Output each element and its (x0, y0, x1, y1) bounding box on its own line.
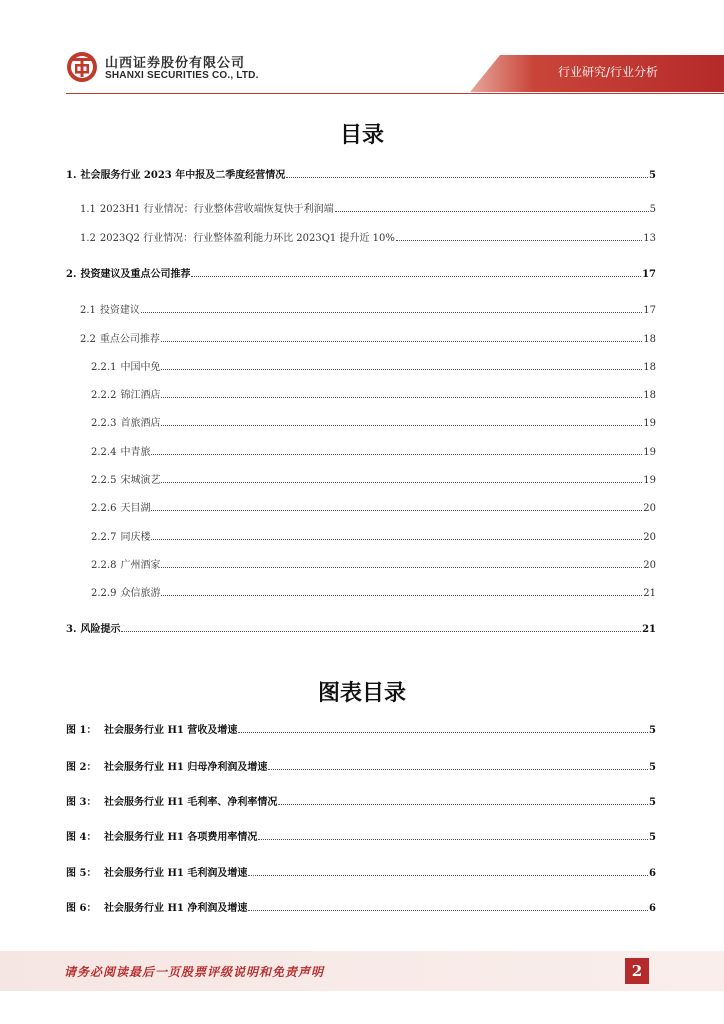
figure-text: 社会服务行业 H1 归母净利润及增速 (104, 762, 268, 773)
toc-entry-text: 中青旅 (120, 447, 151, 458)
toc-entry-text: 众信旅游 (120, 588, 161, 599)
company-name-en: SHANXI SECURITIES CO., LTD. (105, 70, 259, 81)
toc-title: 目录 (339, 123, 384, 148)
toc-entry-page: 19 (643, 447, 656, 458)
dot-leader (121, 631, 641, 632)
toc-entry-number: 2.2.3 (91, 418, 117, 429)
toc-entry-number: 2.2.8 (91, 560, 117, 571)
toc-entry-text: 首旅酒店 (120, 418, 161, 429)
dot-leader (161, 567, 642, 568)
figure-entry[interactable] (66, 796, 656, 810)
toc-entry-page: 20 (643, 503, 656, 514)
figure-page: 5 (649, 797, 656, 808)
dot-leader (161, 369, 642, 370)
dot-leader (151, 539, 642, 540)
toc-entry-page: 19 (643, 418, 656, 429)
toc-entry[interactable] (91, 446, 656, 460)
figure-number: 图 4： (66, 832, 97, 843)
toc-entry-number: 3. (66, 624, 77, 635)
toc-entry[interactable] (91, 559, 656, 573)
toc-entry-page: 20 (643, 532, 656, 543)
figure-page: 5 (649, 762, 656, 773)
toc-entry[interactable] (80, 203, 656, 217)
toc-entry-number: 2.2.6 (91, 503, 117, 514)
toc-entry-text: 锦江酒店 (120, 390, 161, 401)
toc-entry-number: 1.1 (80, 204, 96, 215)
toc-entry-text: 2023H1 行业情况：行业整体营收端恢复快于利润端 (99, 204, 334, 215)
toc-entry-number: 1. (66, 170, 77, 181)
figure-text: 社会服务行业 H1 营收及增速 (104, 725, 238, 736)
header-divider (66, 93, 724, 94)
dot-leader (191, 276, 641, 277)
dot-leader (161, 595, 642, 596)
figure-entry[interactable] (66, 724, 656, 738)
toc-entry[interactable] (91, 587, 656, 601)
dot-leader (248, 910, 648, 911)
toc-entry[interactable] (80, 304, 656, 318)
toc-entry-number: 2.2.2 (91, 390, 117, 401)
dot-leader (161, 482, 642, 483)
dot-leader (268, 769, 648, 770)
toc-entry-text: 重点公司推荐 (99, 334, 160, 345)
dot-leader (396, 240, 642, 241)
toc-entry[interactable] (91, 502, 656, 516)
figure-number: 图 1： (66, 725, 97, 736)
figure-number: 图 3： (66, 797, 97, 808)
dot-leader (151, 454, 642, 455)
page-header (0, 0, 724, 100)
toc-entry-number: 2.2.5 (91, 475, 117, 486)
figure-text: 社会服务行业 H1 毛利率、净利率情况 (104, 797, 278, 808)
toc-entry-page: 5 (649, 170, 656, 181)
dot-leader (141, 312, 642, 313)
toc-entry-text: 天目湖 (120, 503, 151, 514)
toc-entry-page: 18 (643, 390, 656, 401)
figure-number: 图 6： (66, 903, 97, 914)
toc-entry-number: 2.1 (80, 305, 96, 316)
toc-entry-text: 2023Q2 行业情况：行业整体盈利能力环比 2023Q1 提升近 10% (99, 233, 395, 244)
toc-entry-page: 18 (643, 334, 656, 345)
dot-leader (161, 397, 642, 398)
dot-leader (258, 839, 648, 840)
toc-entry-text: 投资建议及重点公司推荐 (80, 269, 191, 280)
toc-entry-number: 2.2.1 (91, 362, 117, 373)
toc-entry-page: 17 (643, 305, 656, 316)
report-category: 行业研究/行业分析 (557, 65, 658, 79)
figure-number: 图 5： (66, 868, 97, 879)
toc-entry[interactable] (91, 474, 656, 488)
dot-leader (161, 425, 642, 426)
toc-entry-text: 宋城演艺 (120, 475, 161, 486)
figure-number: 图 2： (66, 762, 97, 773)
toc-entry-number: 2. (66, 269, 77, 280)
toc-entry-page: 20 (643, 560, 656, 571)
dot-leader (238, 732, 648, 733)
figure-entry[interactable] (66, 761, 656, 775)
figure-entry[interactable] (66, 902, 656, 916)
toc-entry[interactable] (80, 333, 656, 347)
toc-entry[interactable] (91, 417, 656, 431)
toc-entry[interactable] (91, 389, 656, 403)
toc-entry-number: 1.2 (80, 233, 96, 244)
toc-entry-page: 19 (643, 475, 656, 486)
toc-entry-number: 2.2.7 (91, 532, 117, 543)
toc-entry[interactable] (66, 623, 656, 637)
dot-leader (248, 875, 648, 876)
toc-entry-page: 17 (642, 269, 656, 280)
toc-entry-text: 投资建议 (99, 305, 140, 316)
toc-entry-page: 21 (643, 588, 656, 599)
figure-page: 6 (649, 903, 656, 914)
toc-entry-number: 2.2 (80, 334, 96, 345)
figures-title: 图表目录 (317, 681, 406, 706)
toc-entry-page: 18 (643, 362, 656, 373)
dot-leader (161, 341, 642, 342)
dot-leader (278, 804, 648, 805)
toc-entry[interactable] (91, 531, 656, 545)
disclaimer-notice: 请务必阅读最后一页股票评级说明和免责声明 (64, 965, 325, 979)
toc-entry-text: 中国中免 (120, 362, 161, 373)
figure-text: 社会服务行业 H1 各项费用率情况 (104, 832, 258, 843)
dot-leader (335, 211, 649, 212)
dot-leader (151, 510, 642, 511)
toc-entry-text: 社会服务行业 2023 年中报及二季度经营情况 (80, 170, 286, 181)
figure-page: 5 (649, 725, 656, 736)
figure-entry[interactable] (66, 831, 656, 845)
page-number: 2 (625, 958, 649, 984)
toc-entry-number: 2.2.9 (91, 588, 117, 599)
shanxi-securities-logo-icon (66, 51, 98, 83)
toc-entry-number: 2.2.4 (91, 447, 117, 458)
figure-page: 6 (649, 868, 656, 879)
toc-entry-text: 广州酒家 (120, 560, 161, 571)
toc-entry-text: 风险提示 (80, 624, 121, 635)
company-name-cn: 山西证券股份有限公司 (105, 56, 246, 71)
toc-entry-page: 21 (642, 624, 656, 635)
toc-entry[interactable] (66, 268, 656, 282)
toc-entry[interactable] (91, 361, 656, 375)
toc-entry-page: 13 (643, 233, 656, 244)
figure-text: 社会服务行业 H1 毛利润及增速 (104, 868, 248, 879)
figure-entry[interactable] (66, 867, 656, 881)
dot-leader (286, 177, 648, 178)
figure-page: 5 (649, 832, 656, 843)
toc-entry[interactable] (80, 232, 656, 246)
toc-entry-text: 同庆楼 (120, 532, 151, 543)
toc-entry-page: 5 (649, 204, 656, 215)
figure-text: 社会服务行业 H1 净利润及增速 (104, 903, 248, 914)
toc-entry[interactable] (66, 169, 656, 183)
